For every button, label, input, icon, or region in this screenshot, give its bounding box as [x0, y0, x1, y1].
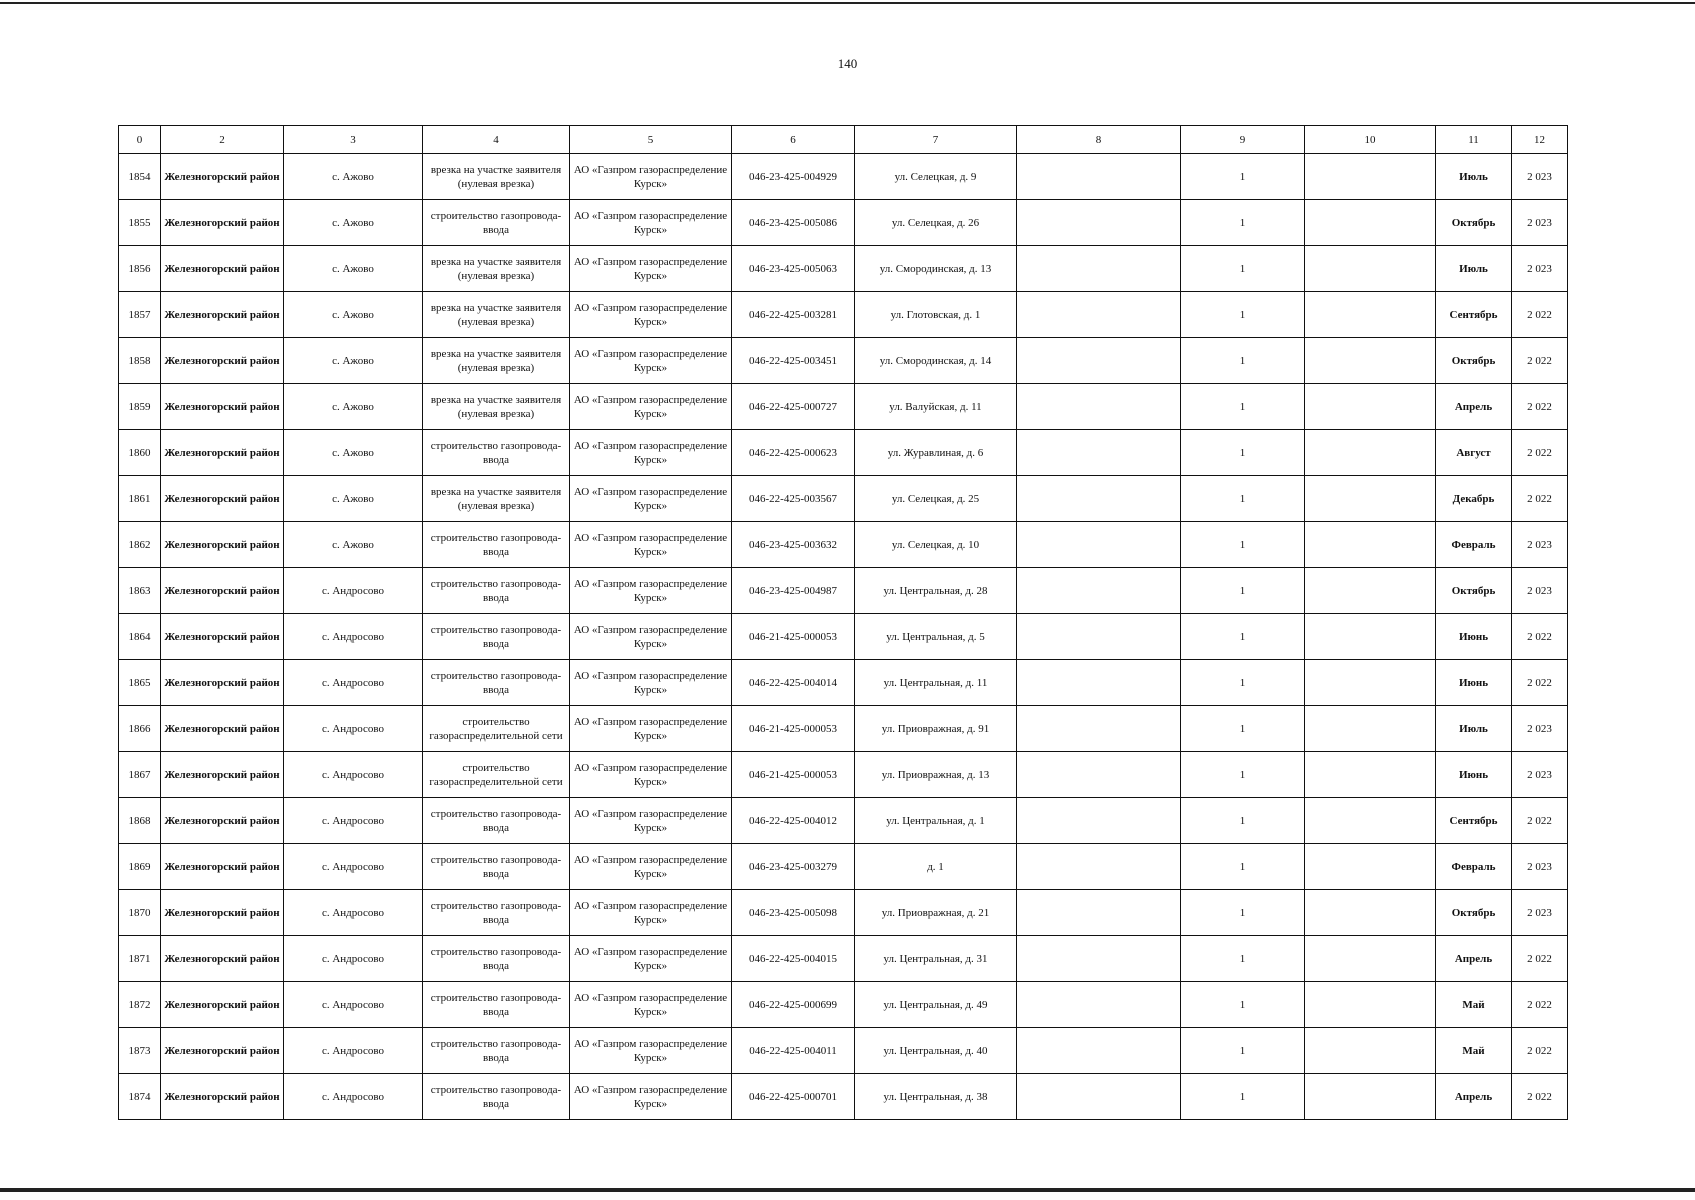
work-type-cell: врезка на участке заявителя (нулевая врезка) — [423, 154, 570, 200]
row-number-cell: 1858 — [119, 338, 161, 384]
work-type-cell: врезка на участке заявителя (нулевая врезка) — [423, 338, 570, 384]
code-cell: 046-23-425-004929 — [732, 154, 855, 200]
year-cell: 2 022 — [1512, 936, 1568, 982]
column-8-cell — [1017, 200, 1181, 246]
row-number-cell: 1870 — [119, 890, 161, 936]
year-cell: 2 023 — [1512, 200, 1568, 246]
work-type-cell: строительство газопровода-ввода — [423, 614, 570, 660]
column-8-cell — [1017, 936, 1181, 982]
quantity-cell: 1 — [1181, 936, 1305, 982]
quantity-cell: 1 — [1181, 982, 1305, 1028]
code-cell: 046-22-425-004011 — [732, 1028, 855, 1074]
column-header: 9 — [1181, 126, 1305, 154]
column-10-cell — [1305, 522, 1436, 568]
month-cell: Май — [1436, 982, 1512, 1028]
quantity-cell: 1 — [1181, 384, 1305, 430]
column-8-cell — [1017, 292, 1181, 338]
district-cell: Железногорский район — [161, 1074, 284, 1120]
column-8-cell — [1017, 798, 1181, 844]
row-number-cell: 1859 — [119, 384, 161, 430]
month-cell: Август — [1436, 430, 1512, 476]
work-type-cell: строительство газопровода-ввода — [423, 890, 570, 936]
month-cell: Май — [1436, 1028, 1512, 1074]
address-cell: д. 1 — [855, 844, 1017, 890]
quantity-cell: 1 — [1181, 338, 1305, 384]
row-number-cell: 1871 — [119, 936, 161, 982]
work-type-cell: строительство газопровода-ввода — [423, 1028, 570, 1074]
settlement-cell: с. Ажово — [284, 338, 423, 384]
year-cell: 2 022 — [1512, 614, 1568, 660]
quantity-cell: 1 — [1181, 522, 1305, 568]
month-cell: Октябрь — [1436, 568, 1512, 614]
year-cell: 2 022 — [1512, 338, 1568, 384]
settlement-cell: с. Андросово — [284, 752, 423, 798]
district-cell: Железногорский район — [161, 476, 284, 522]
address-cell: ул. Глотовская, д. 1 — [855, 292, 1017, 338]
organization-cell: АО «Газпром газораспределение Курск» — [570, 338, 732, 384]
column-header: 2 — [161, 126, 284, 154]
address-cell: ул. Селецкая, д. 25 — [855, 476, 1017, 522]
district-cell: Железногорский район — [161, 154, 284, 200]
organization-cell: АО «Газпром газораспределение Курск» — [570, 982, 732, 1028]
table-row — [119, 1074, 1568, 1120]
code-cell: 046-23-425-005098 — [732, 890, 855, 936]
district-cell: Железногорский район — [161, 798, 284, 844]
quantity-cell: 1 — [1181, 154, 1305, 200]
column-header: 11 — [1436, 126, 1512, 154]
table-row — [119, 568, 1568, 614]
work-type-cell: строительство газопровода-ввода — [423, 1074, 570, 1120]
settlement-cell: с. Ажово — [284, 522, 423, 568]
code-cell: 046-21-425-000053 — [732, 706, 855, 752]
district-cell: Железногорский район — [161, 752, 284, 798]
address-cell: ул. Селецкая, д. 9 — [855, 154, 1017, 200]
year-cell: 2 023 — [1512, 246, 1568, 292]
month-cell: Февраль — [1436, 522, 1512, 568]
column-header: 4 — [423, 126, 570, 154]
quantity-cell: 1 — [1181, 752, 1305, 798]
organization-cell: АО «Газпром газораспределение Курск» — [570, 936, 732, 982]
month-cell: Апрель — [1436, 384, 1512, 430]
column-header: 7 — [855, 126, 1017, 154]
quantity-cell: 1 — [1181, 614, 1305, 660]
column-10-cell — [1305, 798, 1436, 844]
address-cell: ул. Центральная, д. 5 — [855, 614, 1017, 660]
column-10-cell — [1305, 1074, 1436, 1120]
column-10-cell — [1305, 154, 1436, 200]
code-cell: 046-22-425-004014 — [732, 660, 855, 706]
code-cell: 046-22-425-003567 — [732, 476, 855, 522]
row-number-cell: 1869 — [119, 844, 161, 890]
year-cell: 2 022 — [1512, 292, 1568, 338]
month-cell: Апрель — [1436, 1074, 1512, 1120]
table-body — [119, 154, 1568, 1120]
address-cell: ул. Центральная, д. 28 — [855, 568, 1017, 614]
district-cell: Железногорский район — [161, 338, 284, 384]
quantity-cell: 1 — [1181, 568, 1305, 614]
district-cell: Железногорский район — [161, 844, 284, 890]
table-row — [119, 338, 1568, 384]
settlement-cell: с. Ажово — [284, 200, 423, 246]
organization-cell: АО «Газпром газораспределение Курск» — [570, 1074, 732, 1120]
code-cell: 046-21-425-000053 — [732, 752, 855, 798]
column-8-cell — [1017, 568, 1181, 614]
row-number-cell: 1873 — [119, 1028, 161, 1074]
district-cell: Железногорский район — [161, 292, 284, 338]
data-table — [118, 125, 1568, 1120]
row-number-cell: 1855 — [119, 200, 161, 246]
table-row — [119, 384, 1568, 430]
month-cell: Апрель — [1436, 936, 1512, 982]
organization-cell: АО «Газпром газораспределение Курск» — [570, 522, 732, 568]
column-header: 3 — [284, 126, 423, 154]
column-8-cell — [1017, 982, 1181, 1028]
table-row — [119, 798, 1568, 844]
table-row — [119, 200, 1568, 246]
column-10-cell — [1305, 292, 1436, 338]
organization-cell: АО «Газпром газораспределение Курск» — [570, 752, 732, 798]
column-10-cell — [1305, 476, 1436, 522]
column-8-cell — [1017, 430, 1181, 476]
quantity-cell: 1 — [1181, 706, 1305, 752]
code-cell: 046-23-425-003632 — [732, 522, 855, 568]
settlement-cell: с. Андросово — [284, 936, 423, 982]
column-10-cell — [1305, 890, 1436, 936]
month-cell: Сентябрь — [1436, 798, 1512, 844]
organization-cell: АО «Газпром газораспределение Курск» — [570, 614, 732, 660]
column-8-cell — [1017, 246, 1181, 292]
settlement-cell: с. Андросово — [284, 982, 423, 1028]
district-cell: Железногорский район — [161, 246, 284, 292]
column-10-cell — [1305, 706, 1436, 752]
address-cell: ул. Смородинская, д. 14 — [855, 338, 1017, 384]
table-row — [119, 292, 1568, 338]
column-8-cell — [1017, 890, 1181, 936]
address-cell: ул. Селецкая, д. 26 — [855, 200, 1017, 246]
row-number-cell: 1863 — [119, 568, 161, 614]
settlement-cell: с. Ажово — [284, 430, 423, 476]
settlement-cell: с. Ажово — [284, 292, 423, 338]
settlement-cell: с. Ажово — [284, 476, 423, 522]
month-cell: Октябрь — [1436, 338, 1512, 384]
address-cell: ул. Центральная, д. 31 — [855, 936, 1017, 982]
year-cell: 2 022 — [1512, 384, 1568, 430]
row-number-cell: 1861 — [119, 476, 161, 522]
work-type-cell: строительство газопровода-ввода — [423, 200, 570, 246]
column-8-cell — [1017, 706, 1181, 752]
work-type-cell: строительство газопровода-ввода — [423, 522, 570, 568]
code-cell: 046-22-425-000701 — [732, 1074, 855, 1120]
code-cell: 046-22-425-000623 — [732, 430, 855, 476]
table-row — [119, 1028, 1568, 1074]
row-number-cell: 1867 — [119, 752, 161, 798]
code-cell: 046-22-425-003281 — [732, 292, 855, 338]
work-type-cell: врезка на участке заявителя (нулевая врезка) — [423, 246, 570, 292]
work-type-cell: строительство газопровода-ввода — [423, 798, 570, 844]
column-10-cell — [1305, 982, 1436, 1028]
settlement-cell: с. Ажово — [284, 384, 423, 430]
column-10-cell — [1305, 338, 1436, 384]
year-cell: 2 023 — [1512, 568, 1568, 614]
address-cell: ул. Приовражная, д. 21 — [855, 890, 1017, 936]
settlement-cell: с. Андросово — [284, 1028, 423, 1074]
address-cell: ул. Селецкая, д. 10 — [855, 522, 1017, 568]
district-cell: Железногорский район — [161, 522, 284, 568]
page-number: 140 — [837, 56, 858, 71]
column-10-cell — [1305, 1028, 1436, 1074]
row-number-cell: 1868 — [119, 798, 161, 844]
settlement-cell: с. Андросово — [284, 706, 423, 752]
row-number-cell: 1865 — [119, 660, 161, 706]
settlement-cell: с. Андросово — [284, 1074, 423, 1120]
organization-cell: АО «Газпром газораспределение Курск» — [570, 890, 732, 936]
year-cell: 2 023 — [1512, 706, 1568, 752]
work-type-cell: строительство газопровода-ввода — [423, 660, 570, 706]
quantity-cell: 1 — [1181, 844, 1305, 890]
row-number-cell: 1864 — [119, 614, 161, 660]
column-10-cell — [1305, 614, 1436, 660]
organization-cell: АО «Газпром газораспределение Курск» — [570, 844, 732, 890]
table-row — [119, 522, 1568, 568]
column-header: 5 — [570, 126, 732, 154]
month-cell: Октябрь — [1436, 890, 1512, 936]
row-number-cell: 1874 — [119, 1074, 161, 1120]
row-number-cell: 1857 — [119, 292, 161, 338]
table-row — [119, 660, 1568, 706]
table-row — [119, 430, 1568, 476]
work-type-cell: строительство газопровода-ввода — [423, 982, 570, 1028]
address-cell: ул. Центральная, д. 40 — [855, 1028, 1017, 1074]
year-cell: 2 022 — [1512, 798, 1568, 844]
address-cell: ул. Валуйская, д. 11 — [855, 384, 1017, 430]
organization-cell: АО «Газпром газораспределение Курск» — [570, 798, 732, 844]
table-row — [119, 614, 1568, 660]
column-10-cell — [1305, 936, 1436, 982]
column-10-cell — [1305, 430, 1436, 476]
quantity-cell: 1 — [1181, 1074, 1305, 1120]
address-cell: ул. Центральная, д. 38 — [855, 1074, 1017, 1120]
organization-cell: АО «Газпром газораспределение Курск» — [570, 384, 732, 430]
code-cell: 046-22-425-004015 — [732, 936, 855, 982]
column-8-cell — [1017, 476, 1181, 522]
row-number-cell: 1862 — [119, 522, 161, 568]
work-type-cell: врезка на участке заявителя (нулевая врезка) — [423, 292, 570, 338]
column-8-cell — [1017, 660, 1181, 706]
column-10-cell — [1305, 660, 1436, 706]
table-header-row — [119, 126, 1568, 154]
table-row — [119, 154, 1568, 200]
organization-cell: АО «Газпром газораспределение Курск» — [570, 154, 732, 200]
organization-cell: АО «Газпром газораспределение Курск» — [570, 1028, 732, 1074]
district-cell: Железногорский район — [161, 384, 284, 430]
year-cell: 2 023 — [1512, 752, 1568, 798]
settlement-cell: с. Андросово — [284, 890, 423, 936]
column-8-cell — [1017, 844, 1181, 890]
address-cell: ул. Центральная, д. 1 — [855, 798, 1017, 844]
quantity-cell: 1 — [1181, 200, 1305, 246]
year-cell: 2 022 — [1512, 1074, 1568, 1120]
work-type-cell: строительство газопровода-ввода — [423, 844, 570, 890]
organization-cell: АО «Газпром газораспределение Курск» — [570, 568, 732, 614]
month-cell: Декабрь — [1436, 476, 1512, 522]
work-type-cell: строительство газораспределительной сети — [423, 706, 570, 752]
year-cell: 2 022 — [1512, 430, 1568, 476]
column-8-cell — [1017, 522, 1181, 568]
quantity-cell: 1 — [1181, 890, 1305, 936]
row-number-cell: 1872 — [119, 982, 161, 1028]
work-type-cell: строительство газопровода-ввода — [423, 936, 570, 982]
month-cell: Июнь — [1436, 752, 1512, 798]
settlement-cell: с. Ажово — [284, 246, 423, 292]
settlement-cell: с. Андросово — [284, 614, 423, 660]
table-row — [119, 890, 1568, 936]
organization-cell: АО «Газпром газораспределение Курск» — [570, 706, 732, 752]
row-number-cell: 1860 — [119, 430, 161, 476]
month-cell: Июль — [1436, 154, 1512, 200]
code-cell: 046-21-425-000053 — [732, 614, 855, 660]
year-cell: 2 022 — [1512, 660, 1568, 706]
organization-cell: АО «Газпром газораспределение Курск» — [570, 476, 732, 522]
settlement-cell: с. Андросово — [284, 798, 423, 844]
address-cell: ул. Приовражная, д. 13 — [855, 752, 1017, 798]
row-number-cell: 1854 — [119, 154, 161, 200]
district-cell: Железногорский район — [161, 660, 284, 706]
column-10-cell — [1305, 568, 1436, 614]
year-cell: 2 023 — [1512, 522, 1568, 568]
district-cell: Железногорский район — [161, 568, 284, 614]
column-8-cell — [1017, 614, 1181, 660]
district-cell: Железногорский район — [161, 614, 284, 660]
quantity-cell: 1 — [1181, 430, 1305, 476]
quantity-cell: 1 — [1181, 1028, 1305, 1074]
column-header: 12 — [1512, 126, 1568, 154]
district-cell: Железногорский район — [161, 200, 284, 246]
column-8-cell — [1017, 1074, 1181, 1120]
district-cell: Железногорский район — [161, 936, 284, 982]
year-cell: 2 023 — [1512, 844, 1568, 890]
column-header: 6 — [732, 126, 855, 154]
column-10-cell — [1305, 844, 1436, 890]
table-row — [119, 844, 1568, 890]
table-row — [119, 706, 1568, 752]
quantity-cell: 1 — [1181, 798, 1305, 844]
month-cell: Июнь — [1436, 660, 1512, 706]
month-cell: Июнь — [1436, 614, 1512, 660]
organization-cell: АО «Газпром газораспределение Курск» — [570, 292, 732, 338]
address-cell: ул. Журавлиная, д. 6 — [855, 430, 1017, 476]
code-cell: 046-23-425-004987 — [732, 568, 855, 614]
month-cell: Октябрь — [1436, 200, 1512, 246]
code-cell: 046-22-425-003451 — [732, 338, 855, 384]
column-10-cell — [1305, 384, 1436, 430]
column-8-cell — [1017, 752, 1181, 798]
column-8-cell — [1017, 154, 1181, 200]
address-cell: ул. Центральная, д. 49 — [855, 982, 1017, 1028]
code-cell: 046-23-425-005063 — [732, 246, 855, 292]
table-row — [119, 936, 1568, 982]
table-row — [119, 476, 1568, 522]
quantity-cell: 1 — [1181, 292, 1305, 338]
month-cell: Февраль — [1436, 844, 1512, 890]
column-8-cell — [1017, 384, 1181, 430]
work-type-cell: строительство газопровода-ввода — [423, 430, 570, 476]
district-cell: Железногорский район — [161, 706, 284, 752]
address-cell: ул. Смородинская, д. 13 — [855, 246, 1017, 292]
year-cell: 2 022 — [1512, 1028, 1568, 1074]
month-cell: Июль — [1436, 246, 1512, 292]
quantity-cell: 1 — [1181, 476, 1305, 522]
work-type-cell: строительство газораспределительной сети — [423, 752, 570, 798]
organization-cell: АО «Газпром газораспределение Курск» — [570, 430, 732, 476]
code-cell: 046-23-425-005086 — [732, 200, 855, 246]
table-row — [119, 982, 1568, 1028]
row-number-cell: 1856 — [119, 246, 161, 292]
district-cell: Железногорский район — [161, 890, 284, 936]
district-cell: Железногорский район — [161, 1028, 284, 1074]
column-10-cell — [1305, 752, 1436, 798]
settlement-cell: с. Андросово — [284, 660, 423, 706]
column-8-cell — [1017, 338, 1181, 384]
organization-cell: АО «Газпром газораспределение Курск» — [570, 246, 732, 292]
work-type-cell: врезка на участке заявителя (нулевая врезка) — [423, 384, 570, 430]
address-cell: ул. Приовражная, д. 91 — [855, 706, 1017, 752]
settlement-cell: с. Ажово — [284, 154, 423, 200]
column-10-cell — [1305, 200, 1436, 246]
year-cell: 2 022 — [1512, 982, 1568, 1028]
settlement-cell: с. Андросово — [284, 568, 423, 614]
table-row — [119, 752, 1568, 798]
quantity-cell: 1 — [1181, 660, 1305, 706]
column-header: 8 — [1017, 126, 1181, 154]
column-10-cell — [1305, 246, 1436, 292]
year-cell: 2 023 — [1512, 154, 1568, 200]
address-cell: ул. Центральная, д. 11 — [855, 660, 1017, 706]
work-type-cell: строительство газопровода-ввода — [423, 568, 570, 614]
district-cell: Железногорский район — [161, 430, 284, 476]
month-cell: Сентябрь — [1436, 292, 1512, 338]
code-cell: 046-22-425-000699 — [732, 982, 855, 1028]
column-header: 0 — [119, 126, 161, 154]
district-cell: Железногорский район — [161, 982, 284, 1028]
code-cell: 046-22-425-000727 — [732, 384, 855, 430]
row-number-cell: 1866 — [119, 706, 161, 752]
work-type-cell: врезка на участке заявителя (нулевая врезка) — [423, 476, 570, 522]
organization-cell: АО «Газпром газораспределение Курск» — [570, 200, 732, 246]
table-row — [119, 246, 1568, 292]
column-8-cell — [1017, 1028, 1181, 1074]
column-header: 10 — [1305, 126, 1436, 154]
year-cell: 2 023 — [1512, 890, 1568, 936]
quantity-cell: 1 — [1181, 246, 1305, 292]
organization-cell: АО «Газпром газораспределение Курск» — [570, 660, 732, 706]
month-cell: Июль — [1436, 706, 1512, 752]
code-cell: 046-22-425-004012 — [732, 798, 855, 844]
code-cell: 046-23-425-003279 — [732, 844, 855, 890]
year-cell: 2 022 — [1512, 476, 1568, 522]
settlement-cell: с. Андросово — [284, 844, 423, 890]
